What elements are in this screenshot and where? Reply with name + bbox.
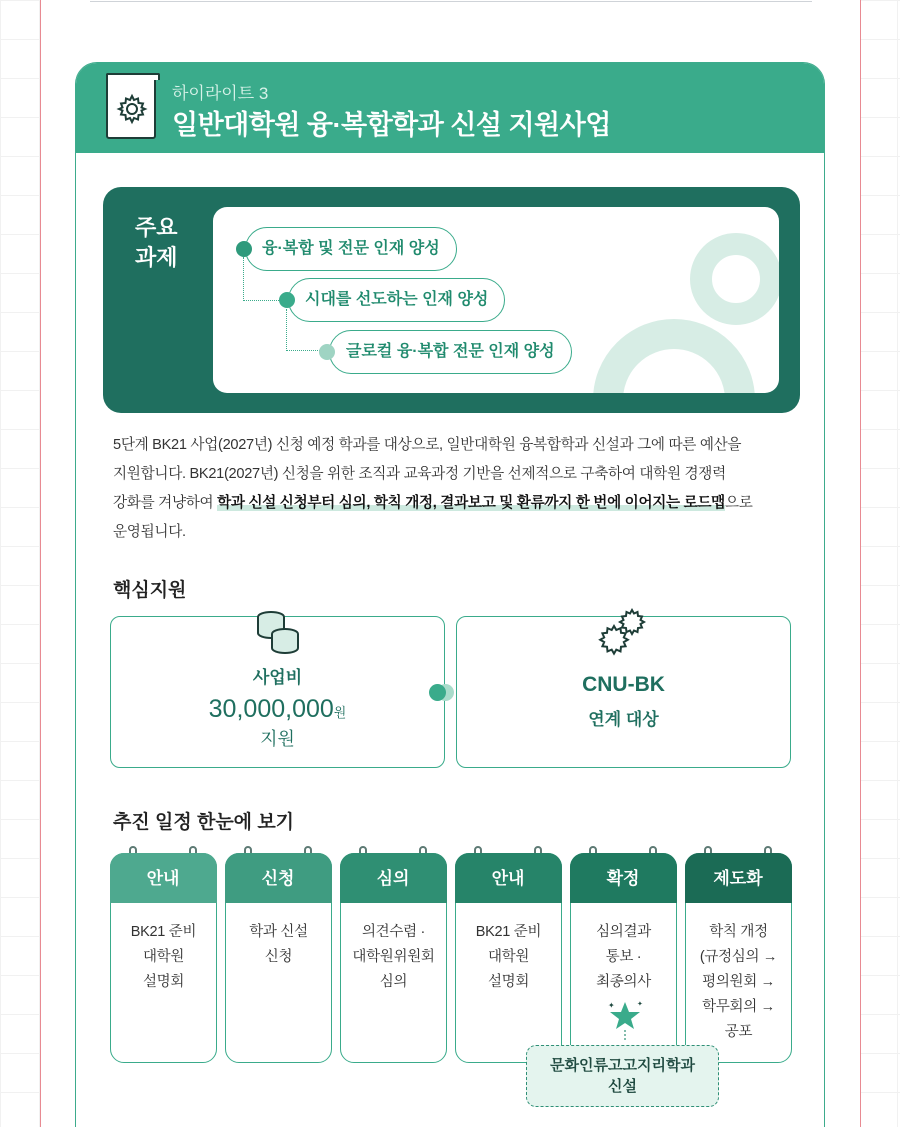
- cnu-bk-card: [456, 616, 791, 768]
- budget-label: 사업비: [252, 668, 303, 687]
- step-description: BK21 준비 대학원 설명회: [130, 924, 197, 990]
- schedule-title: 추진 일정 한눈에 보기: [113, 812, 295, 833]
- key-tasks-label: 주요 과제: [135, 215, 178, 270]
- book-gear-icon: [106, 77, 156, 139]
- task-item: 글로컬 융·복합 전문 인재 양성: [329, 330, 572, 374]
- key-tasks-list: [213, 207, 779, 393]
- svg-text:✦: ✦: [637, 1001, 643, 1008]
- gears-icon: [594, 607, 654, 664]
- schedule-step: [455, 853, 562, 1063]
- step-description: 심의결과 통보 · 최종의사: [596, 924, 651, 990]
- schedule-step: [685, 853, 792, 1063]
- step-label: 심의: [340, 853, 447, 903]
- step-label: 제도화: [685, 853, 792, 903]
- description-paragraph: 5단계 BK21 사업(2027년) 신청 예정 학과를 대상으로, 일반대학원 융복합학과 신설과 그에 따른 예산을 지원합니다. BK21(2027년) 신청을 위한 조직과 교육과정 기반을 선제적으로 구축하여 대학원 경쟁력 강화를 겨냥하여 학과 신설 신청부터 심의, 학칙 개정, 결과보고 및 환류까지 한 번에 이어지는 로드맵으로 운영됩니다.: [113, 437, 753, 540]
- step-description: BK21 준비 대학원 설명회: [475, 924, 542, 990]
- new-department-callout: 문화인류고고지리학과 신설: [526, 1045, 719, 1107]
- svg-text:✦: ✦: [608, 1001, 615, 1010]
- step-description: 학과 신설 신청: [249, 924, 308, 965]
- header-subtitle: 하이라이트 3: [172, 84, 269, 103]
- highlight-card: [75, 62, 825, 1127]
- budget-amount: 30,000,000원: [208, 695, 347, 723]
- highlighted-text: 학과 신설 신청부터 심의, 학칙 개정, 결과보고 및 환류까지 한 번에 이어지는 로드맵: [217, 495, 725, 511]
- top-divider: [90, 0, 812, 2]
- link-dot: [429, 684, 446, 701]
- core-support-title: 핵심지원: [113, 580, 187, 601]
- task-item: 융·복합 및 전문 인재 양성: [245, 227, 457, 271]
- schedule-step: [225, 853, 332, 1063]
- step-label: 안내: [110, 853, 217, 903]
- key-tasks-panel: [103, 187, 800, 413]
- step-description: 학칙 개정 (규정심의 → 평의원회 → 학무회의 → 공포: [699, 924, 778, 1040]
- step-label: 신청: [225, 853, 332, 903]
- cnu-bk-sub: 연계 대상: [588, 710, 659, 729]
- header-title: 일반대학원 융·복합학과 신설 지원사업: [172, 110, 611, 140]
- budget-card: [110, 616, 445, 768]
- decorative-ring: [690, 233, 779, 325]
- card-header: [76, 63, 824, 153]
- task-bullet-dot: [319, 344, 335, 360]
- schedule-step: [570, 853, 677, 1063]
- budget-sub: 지원: [260, 729, 295, 749]
- database-icon: [253, 607, 303, 662]
- step-description: 의견수렴 · 대학원위원회 심의: [352, 924, 435, 990]
- decorative-arc: [593, 319, 755, 393]
- task-bullet-dot: [236, 241, 252, 257]
- schedule-step: [340, 853, 447, 1063]
- step-label: 안내: [455, 853, 562, 903]
- star-icon: [605, 996, 645, 1040]
- step-label: 확정: [570, 853, 677, 903]
- task-item: 시대를 선도하는 인재 양성: [288, 278, 505, 322]
- schedule-step: [110, 853, 217, 1063]
- task-bullet-dot: [279, 292, 295, 308]
- cnu-bk-title: CNU-BK: [582, 673, 665, 696]
